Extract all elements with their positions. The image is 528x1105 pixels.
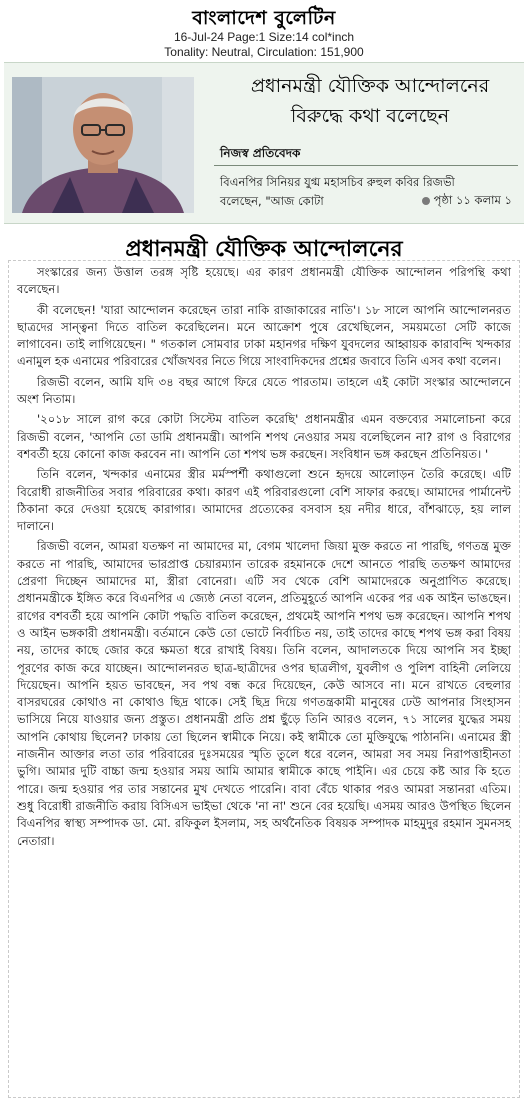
article-paragraph: সংস্কারের জন্য উত্তাল তরঙ্গ সৃষ্টি হয়েছে। এর কারণ প্রধানমন্ত্রী যৌক্তিক আন্দোলন পরিপন্থি কথা বলেছেন। bbox=[17, 265, 511, 297]
page-reference-text: পৃষ্ঠা ১১ কলাম ১ bbox=[433, 193, 512, 207]
article-body bbox=[8, 260, 520, 1098]
article-paragraph: রিজভী বলেন, আমি যদি ৩৪ বছর আগে ফিরে যেতে পারতাম। তাহলে এই কোটা সংস্কার আন্দোলনে অংশ নিতাম। bbox=[17, 374, 511, 407]
byline: নিজস্ব প্রতিবেদক bbox=[220, 146, 301, 160]
article-paragraph: কী বলেছেন! 'যারা আন্দোলন করেছেন তারা নাকি রাজাকারের নাতি'। ১৮ সালে আপনি আন্দোলনরত ছাত্রদের সান্ত্বনা দিতে বাতিল করেছিলেন। মনে আক্রোশ পুষে রেখেছিলেন, সময়মতো সেটি কাজে লাগাবেন। তাই লাগিয়েছেন। " গতকাল সোমবার ঢাকা মহানগর দক্ষিণ যুবদলের আহ্বায়ক কারাবন্দি খন্দকার এনামুল হক এনামের পরিবারের খোঁজখবর নিতে গিয়ে সাংবাদিকদের প্রশ্নের জবাবে তিনি এসব কথা বলেন। bbox=[17, 302, 511, 369]
bullet-icon bbox=[422, 197, 430, 205]
article-paragraph: রিজভী বলেন, আমরা যতক্ষণ না আমাদের মা, বেগম খালেদা জিয়া মুক্ত করতে না পারছি, গণতন্ত্র মুক্ত করতে না পারছি, আমাদের ভারপ্রাপ্ত চেয়ারম্যান তারেক রহমানকে দেশে আনতে পারছি ততক্ষণ আমাদের প্রেরণা দিচ্ছেন আমাদের মা, স্ত্রীরা বোনেরা। এটি সব থেকে বেশি আমাদেরকে অনুপ্রাণিত করেছে। প্রধানমন্ত্রীকে ইঙ্গিত করে বিএনপির এ জ্যেষ্ঠ নেতা বলেন, প্রতিমুহূর্তে আপনি একের পর এক আইন ভাঙছেন। রাগের বশবর্তী হয়ে আপনি কোটা পদ্ধতি বাতিল করেছেন, প্রথমেই আপনি শপথ ভঙ্গ করেছেন। আপনি শপথ ও আইন ভঙ্গকারী প্রধানমন্ত্রী। বর্তমানে কেউ তো ভোটে নির্বাচিত নয়, তাই তাদের কাছে শপথ ভঙ্গ করা বিষয় নয়, তাদের কাছে জোর করে ক্ষমতা ধরে রাখাই বিষয়। তিনি বলেন, আদালতকে দিয়ে আপনি সব ইচ্ছা পূরণের কাজ করে যাচ্ছেন। আন্দোলনরত ছাত্র-ছাত্রীদের ওপর ছাত্রলীগ, যুবলীগ ও পুলিশ বাহিনী লেলিয়ে দিয়েছেন। আপনি হয়ত ভাবছেন, সব পথ বন্ধ করে দিয়েছেন, কেউ আসবে না। মনে রাখতে বেহুলার বাসরঘরের কোথাও না কোথাও ছিদ্র থাকে। সেই ছিদ্র দিয়ে গণতন্ত্রকামী মানুষের ঢেউ আপনার সিংহাসন ভাসিয়ে নিয়ে যাওয়ার জন্য প্রস্তুত। প্রধানমন্ত্রী প্রতি প্রশ্ন ছুঁড়ে তিনি আরও বলেন, ৭১ সালের যুদ্ধের সময় আপনি কোথায় ছিলেন? ঢাকায় তো ছিলেন স্বামীকে নিয়ে। কই স্বামীকে তো মুক্তিযুদ্ধে পাঠাননি। এনামের স্ত্রী নাজনীন আক্তার লতা তার পরিবারের দুঃসময়ের স্মৃতি তুলে ধরে বলেন, আমরা সব সময় নিরাপত্তাহীনতা ভুগি। আমার দুটি বাচ্চা জন্ম হওয়ার সময় আমি আমার স্বামীকে কাছে পাইনি। এর চেয়ে কষ্ট আর কি হতে পারে। জন্ম হওয়ার পর তার সন্তানের মুখ দেখতে পারেনি। বাবা বেঁচে থাকার পরও আমরা সন্তানরা এতিম। শুধু বিরোধী রাজনীতি করায় বিসিএস ভাইভা থেকে 'না না' শুনে বের হয়েছি। এসময় আরও উপস্থিত ছিলেন বিএনপির স্বাস্থ্য সম্পাদক ডা. মো. রফিকুল ইসলাম, সহ অর্থনৈতিক বিষয়ক সম্পাদক মাহমুদুর রহমান সুমনসহ নেতারা। bbox=[17, 539, 511, 848]
header-divider bbox=[214, 165, 518, 166]
publication-name: বাংলাদেশ বুলেটিন bbox=[192, 7, 336, 29]
headline-line-1: প্রধানমন্ত্রী যৌক্তিক আন্দোলনের bbox=[250, 75, 490, 97]
clipping-meta-date-size: 16-Jul-24 Page:1 Size:14 col*inch bbox=[173, 30, 355, 44]
clipping-meta-tonality-circulation: Tonality: Neutral, Circulation: 151,900 bbox=[164, 45, 364, 59]
article-paragraph: তিনি বলেন, খন্দকার এনামের স্ত্রীর মর্মস্পর্শী কথাগুলো শুনে হৃদয়ে আলোড়ন তৈরি করেছে। এটি বিরোধী রাজনীতির সবার পরিবারের কথা। কারণ এই পরিবারগুলো বেশি সাফার করছে। আমাদের পার্মানেন্ট ঠিকানা করে দেওয়া হয়েছে কারাগার। আমাদের প্রত্যেকের বসবাস হয় নদীর ধারে, বাঁশঝাড়ে, হয় লাল দালানে। bbox=[17, 467, 511, 534]
article-header-panel bbox=[4, 62, 524, 224]
headline-line-2: বিরুদ্ধে কথা বলেছেন bbox=[290, 105, 450, 127]
page-reference bbox=[422, 192, 512, 211]
teaser-line-2: বলেছেন, "আজ কোটা bbox=[220, 194, 324, 208]
speaker-photo bbox=[12, 77, 194, 213]
article-title: প্রধানমন্ত্রী যৌক্তিক আন্দোলনের bbox=[125, 237, 403, 262]
masthead bbox=[0, 0, 528, 62]
speaker-portrait-image bbox=[12, 77, 194, 213]
headline bbox=[220, 71, 520, 131]
teaser-line-1: বিএনপির সিনিয়র যুগ্ম মহাসচিব রুহুল কবির রিজভী bbox=[220, 175, 455, 189]
article-paragraph: '২০১৮ সালে রাগ করে কোটা সিস্টেম বাতিল করেছি' প্রধানমন্ত্রীর এমন বক্তব্যের সমালোচনা করে রিজভী বলেন, 'আপনি তো ডামি প্রধানমন্ত্রী। আপনি শপথ নেওয়ার সময় বলেছিলেন না? রাগ ও বিরাগের বশবর্তী হয়ে কোনো কাজ করবেন না। আপনি তো শপথ ভঙ্গ করছেন। সংবিধান ভঙ্গ করছেন প্রতিনিয়ত। ' bbox=[17, 412, 511, 461]
